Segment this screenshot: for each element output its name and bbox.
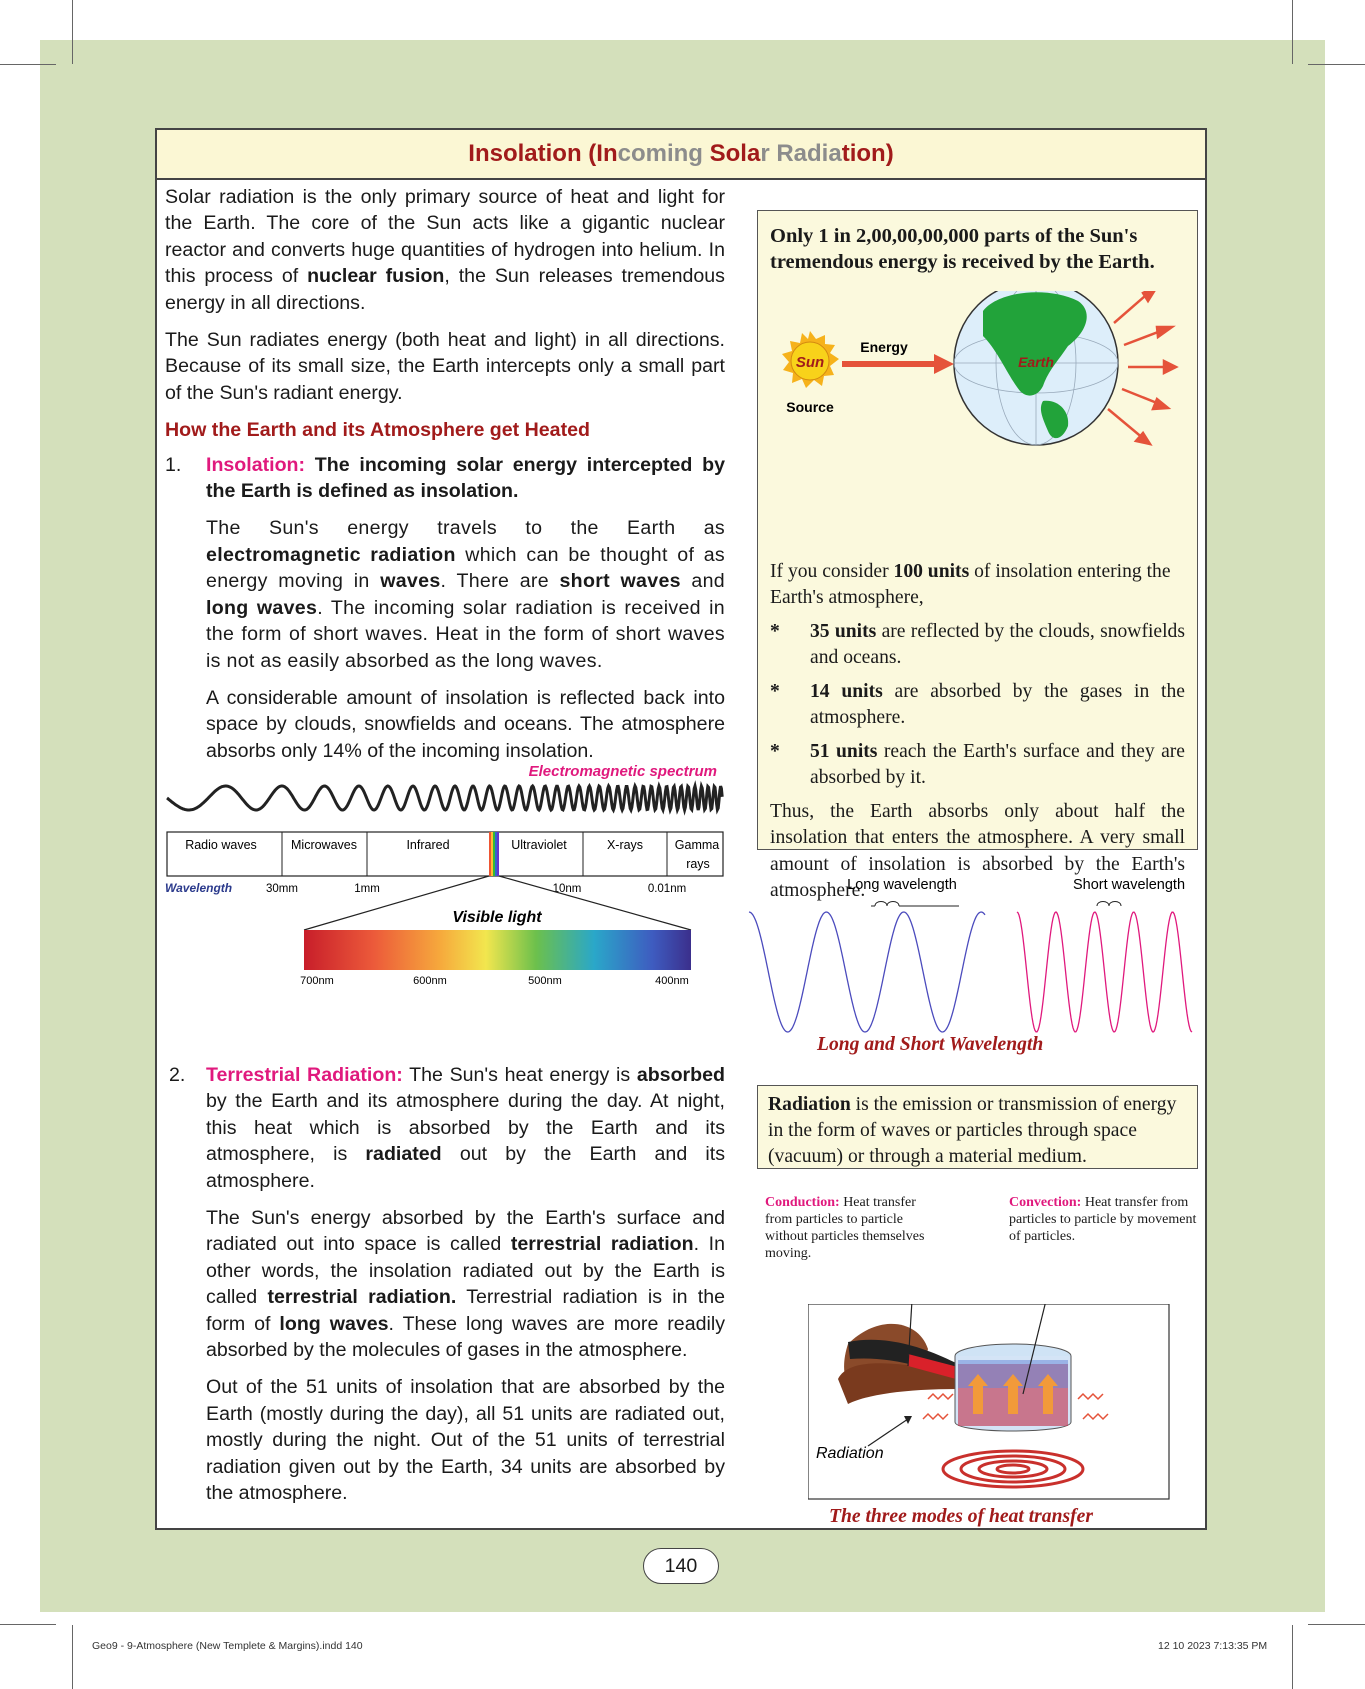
crop-mark [1308,64,1365,65]
short-wave-line [1017,912,1192,1032]
crop-mark [72,0,73,64]
footer-file: Geo9 - 9-Atmosphere (New Templete & Margins).indd 140 [92,1640,363,1652]
conduction-note: Conduction: Heat transfer from particles to particle without particles themselves moving. [765,1195,925,1261]
sun-earth-diagram [758,291,1199,541]
box-intro: If you consider 100 units of insolation entering the Earth's atmosphere, [770,561,1171,609]
footer-timestamp: 12 10 2023 7:13:35 PM [1158,1640,1268,1652]
electromagnetic-spectrum-figure [157,756,737,992]
page-number: 140 [643,1548,719,1584]
page-title: Insolation (Incoming Solar Radiation) [157,130,1205,180]
band-gamma: Gamma [674,838,720,852]
left-column [165,184,725,775]
crop-mark [1308,1624,1365,1625]
box-conclusion: Thus, the Earth absorbs only about half the insolation that enters the atmosphere. A very small amount of insolation is absorbed by the Earth's atmosphere. [770,801,1185,902]
tick-700nm: 700nm [300,975,334,987]
earth-label: Earth [1018,354,1054,370]
visible-light-label: Visible light [452,909,542,926]
item-terrestrial: 2. Terrestrial Radiation: The Sun's heat energy is absorbed by the Earth and its atmosphere during the day. At night, this heat which is absorbed by the Earth and its atmosphere, is radiated out by the Earth and its atmosphere. The Sun's energy absorbed by the Earth's surface and radiated out into space is called terrestrial radiation. In other words, the insolation radiated out by the Earth is called terrestrial radiation. Terrestrial radiation is in the form of long waves. These long waves are more readily absorbed by the molecules of gases in the atmosphere. Out of the 51 units of insolation that are absorbed by the Earth (mostly during the day), all 51 units are radiated out, mostly during the night. Out of the 51 units of terrestrial radiation given out by the Earth, 34 units are absorbed by the atmosphere. [169,1064,726,1505]
heat-transfer-illustration [808,1304,1170,1500]
bullet-reflected: * 35 units are reflected by the clouds, snowfields and oceans. [770,621,1185,669]
wavelength-caption: Long and Short Wavelength [817,1034,1044,1055]
band-gamma-rays: rays [686,857,710,871]
content-page [155,128,1207,1530]
radiation-label: Radiation [816,1445,884,1462]
bullet-absorbed-gases: * 14 units are absorbed by the gases in the atmosphere. [770,681,1185,729]
convection-note: Convection: Heat transfer from particles to particle by movement of particles. [1009,1195,1197,1244]
paragraph-intro: Solar radiation is the only primary source of heat and light for the Earth. The core of the Sun acts like a gigantic nuclear reactor and converts huge quantities of hydrogen into helium. In this process of nuclear fusion, the Sun releases tremendous energy in all directions. [165,186,725,314]
energy-label: Energy [860,339,908,355]
radiation-definition: Radiation is the emission or transmission of energy in the form of waves or particles through space (vacuum) or through a material medium. [757,1085,1198,1169]
band-ultraviolet: Ultraviolet [511,838,567,852]
tick-600nm: 600nm [413,975,447,987]
band-xrays: X-rays [606,838,644,852]
long-wavelength-label: Long wavelength [847,877,957,893]
spectrum-title: Electromagnetic spectrum [528,763,717,780]
wavelength-label: Wavelength [165,881,233,895]
tick-001nm: 0.01nm [647,883,687,895]
spectrum-wave [167,786,722,810]
section-heading: How the Earth and its Atmosphere get Heated [165,419,590,442]
crop-mark [0,1624,56,1625]
crop-mark [1292,1625,1293,1689]
visible-spectrum-bar [304,930,691,970]
short-wavelength-label: Short wavelength [1072,877,1186,893]
box-header: Only 1 in 2,00,00,00,000 parts of the Sun's tremendous energy is received by the Earth. [770,225,1155,274]
tick-1mm: 1mm [354,883,380,895]
left-column-lower [165,1062,725,1518]
bullet-surface: * 51 units reach the Earth's surface and they are absorbed by it. [770,741,1185,789]
convection-arrows-icon [968,1374,1058,1414]
paragraph-radiates: The Sun radiates energy (both heat and light) in all directions. Because of its small size, the Earth intercepts only a small part of the Sun's radiant energy. [165,329,725,404]
sun-label: Sun [795,354,825,371]
crop-mark [72,1625,73,1689]
long-wave-line [749,912,985,1032]
tick-10nm: 10nm [552,883,582,895]
wavelength-figure [747,872,1207,1042]
heat-transfer-caption: The three modes of heat transfer [829,1506,1093,1527]
source-label: Source [786,399,834,415]
tick-30mm: 30mm [266,883,298,895]
band-microwaves: Microwaves [291,838,357,852]
tick-500nm: 500nm [528,975,562,987]
band-infrared: Infrared [406,838,450,852]
crop-mark [1292,0,1293,64]
band-radio: Radio waves [185,838,257,852]
crop-mark [0,64,56,65]
tick-400nm: 400nm [655,975,689,987]
item-insolation: 1. Insolation: The incoming solar energy intercepted by the Earth is defined as insolation. The Sun's energy travels to the Earth as electromagnetic radiation which can be thought of as energy moving in waves. There are short waves and long waves. The incoming solar radiation is received in the form of short waves. Heat in the form of short waves is not as easily absorbed as the long waves. A considerable amount of insolation is reflected back into space by clouds, snowfields and oceans. The atmosphere absorbs only 14% of the incoming insolation. [165,453,726,762]
